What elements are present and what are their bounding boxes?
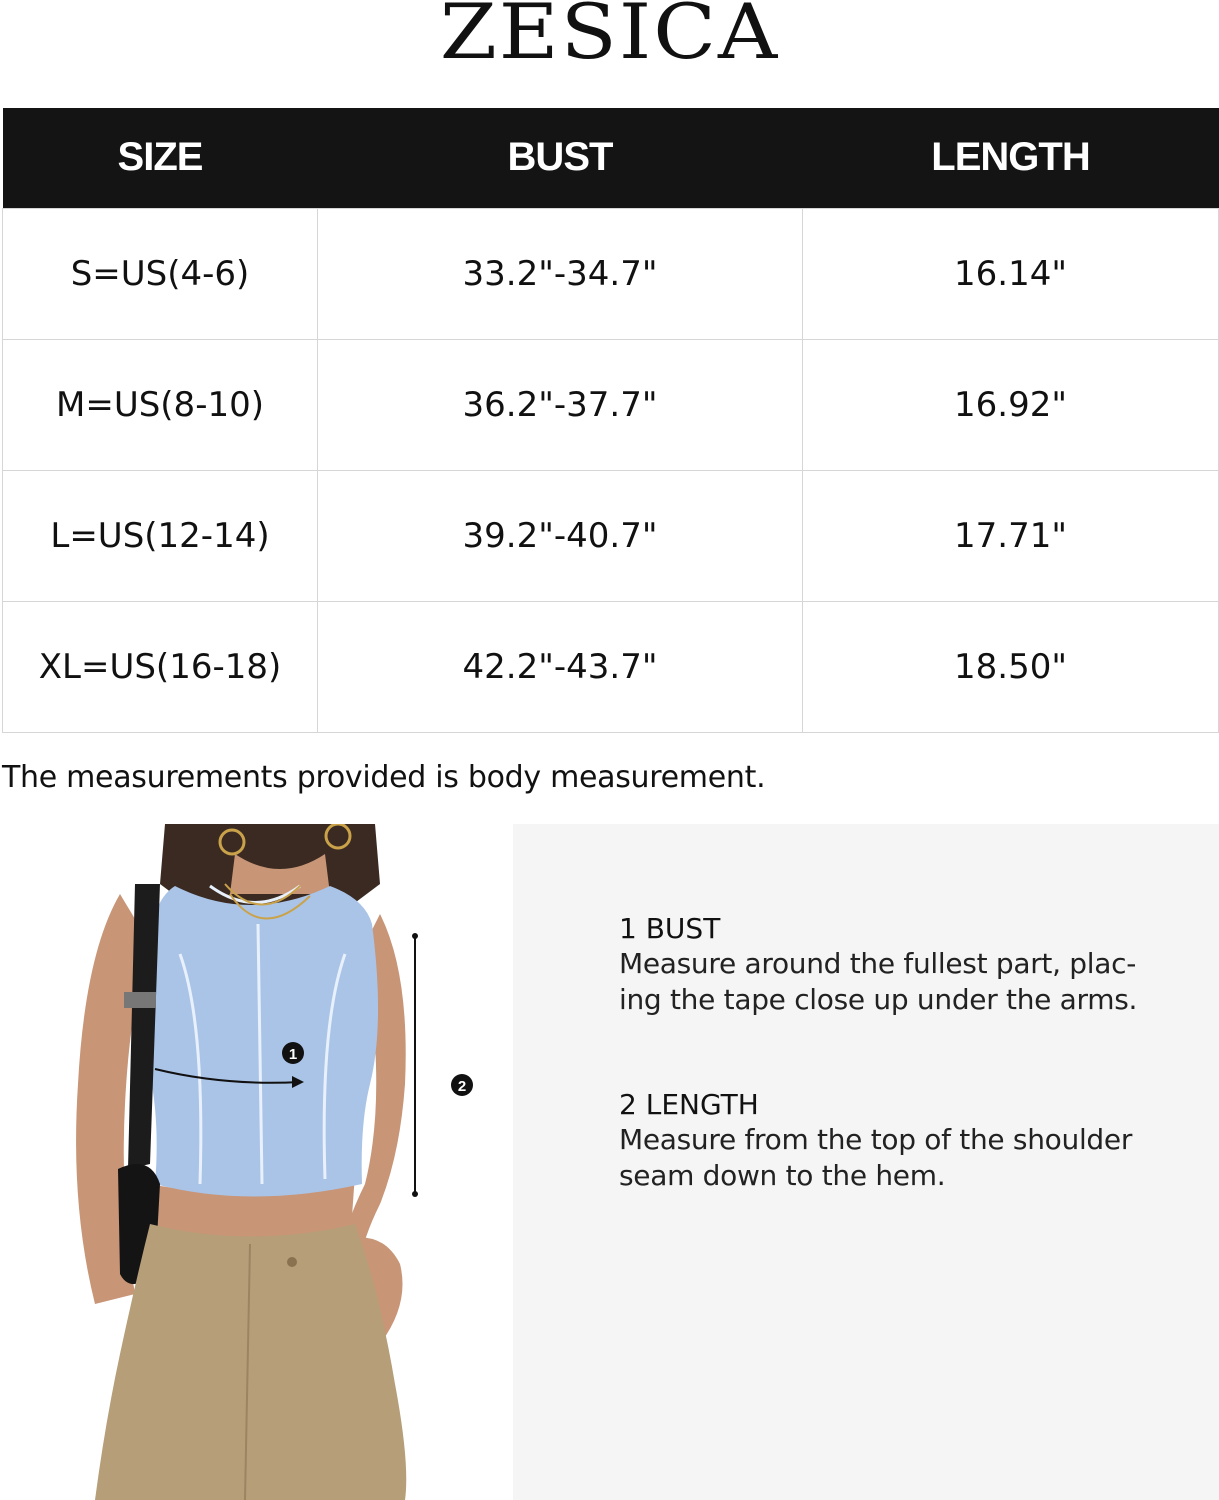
brand-logo [0, 0, 1219, 100]
header-bust: BUST [318, 108, 803, 208]
table-row [3, 339, 1219, 470]
measurement-note: The measurements provided is body measurement. [2, 760, 766, 795]
table-row [3, 208, 1219, 339]
bust-guide-line: Measure around the fullest part, plac- [619, 947, 1136, 980]
table-header-row [3, 108, 1219, 208]
cell-size: L=US(12-14) [3, 470, 318, 601]
length-top-dot [412, 933, 418, 939]
cell-size: XL=US(16-18) [3, 601, 318, 732]
measurement-guide [513, 824, 1219, 1500]
length-guide-line: Measure from the top of the shoulder [619, 1123, 1133, 1156]
cell-length: 16.14" [803, 208, 1219, 339]
table-row [3, 601, 1219, 732]
length-guide [619, 1088, 1179, 1194]
cell-length: 18.50" [803, 601, 1219, 732]
cell-bust: 36.2"-37.7" [318, 339, 803, 470]
bust-guide-title: 1 BUST [619, 912, 721, 945]
length-guide-line: seam down to the hem. [619, 1159, 946, 1192]
model-illustration [0, 824, 500, 1500]
table-row [3, 470, 1219, 601]
strap-buckle [124, 992, 156, 1008]
length-guide-title: 2 LENGTH [619, 1088, 759, 1121]
brand-name: ZESICA [439, 0, 780, 77]
header-length: LENGTH [803, 108, 1219, 208]
cell-length: 16.92" [803, 339, 1219, 470]
cell-size: S=US(4-6) [3, 208, 318, 339]
pants-shape [95, 1224, 406, 1500]
bust-guide [619, 912, 1179, 1018]
bust-guide-line: ing the tape close up under the arms. [619, 983, 1138, 1016]
length-bottom-dot [412, 1191, 418, 1197]
cell-size: M=US(8-10) [3, 339, 318, 470]
model-photo [0, 824, 500, 1500]
header-size: SIZE [3, 108, 318, 208]
pants-button [287, 1257, 297, 1267]
cell-bust: 33.2"-34.7" [318, 208, 803, 339]
cell-length: 17.71" [803, 470, 1219, 601]
cell-bust: 39.2"-40.7" [318, 470, 803, 601]
size-chart-table [2, 108, 1219, 733]
marker-2-label: 2 [457, 1078, 467, 1095]
cell-bust: 42.2"-43.7" [318, 601, 803, 732]
marker-1-label: 1 [288, 1046, 298, 1063]
